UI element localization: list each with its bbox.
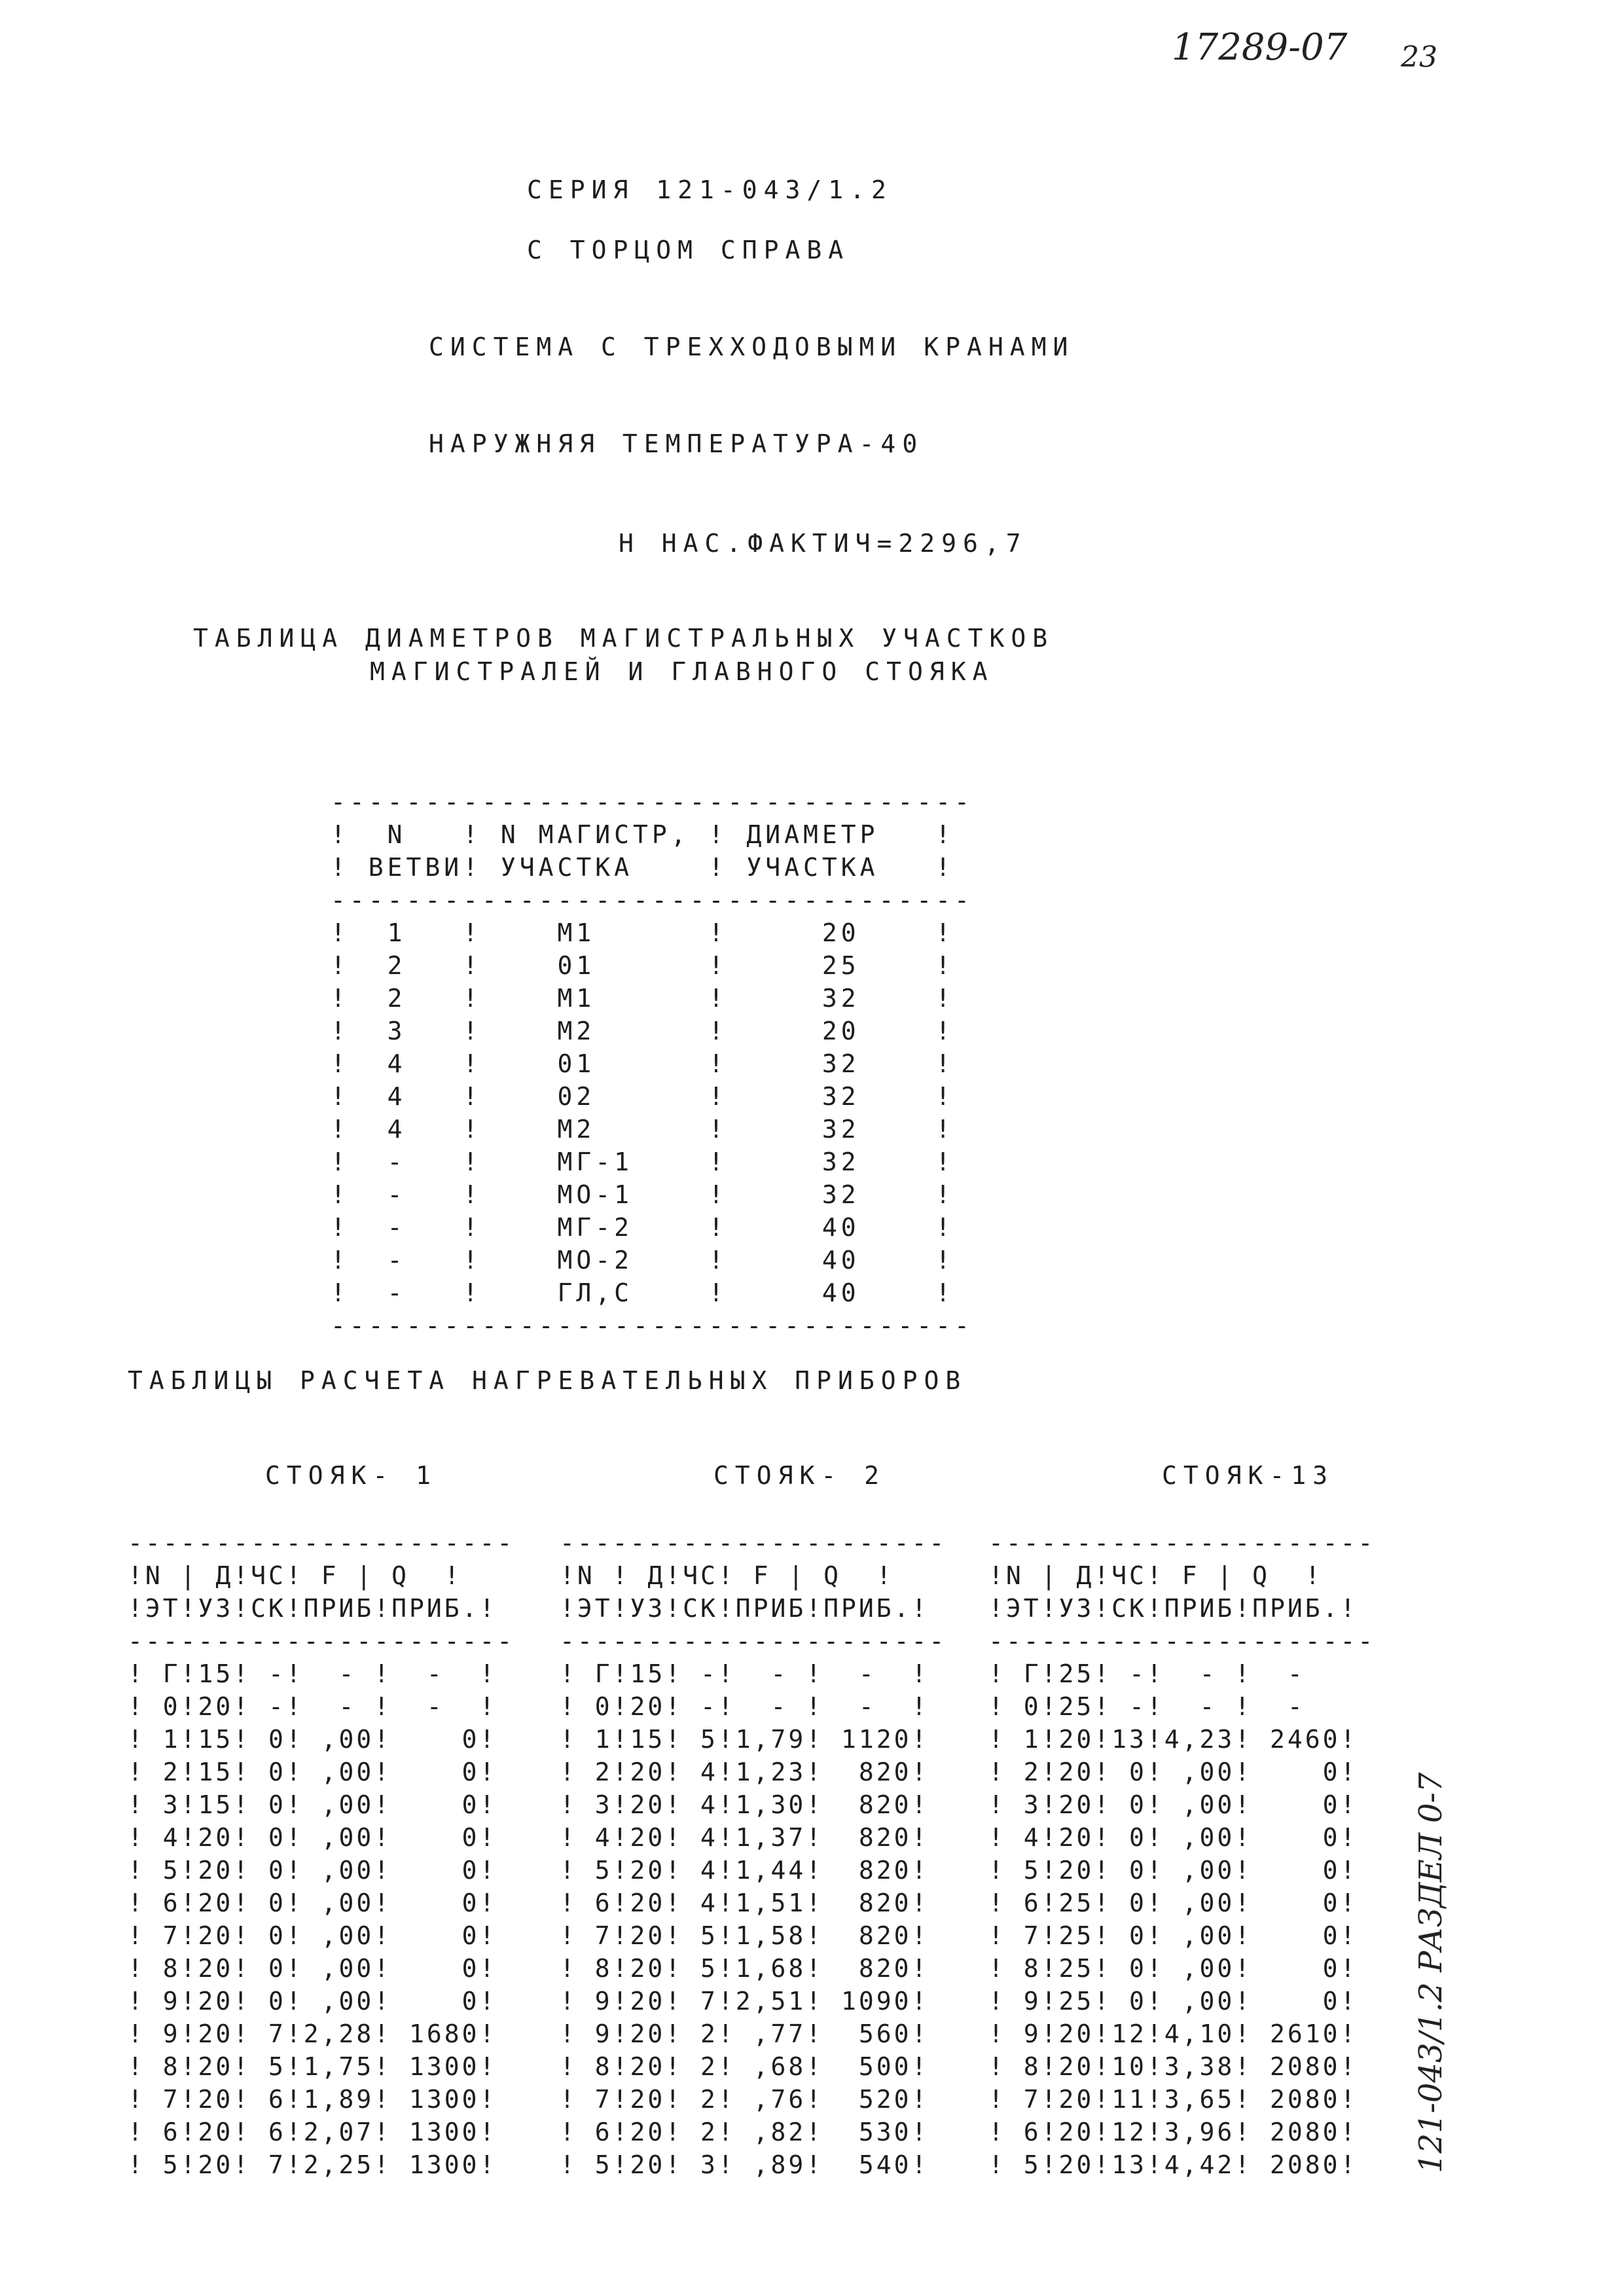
riser-row: ! 7!20! 5!1,58! 820! xyxy=(560,1921,929,1950)
riser-row: ! 2!20! 0! ,00! 0! xyxy=(988,1758,1358,1786)
riser-1-rule-mid: ---------------------- xyxy=(128,1627,515,1656)
table1-rule-top: ---------------------------------- xyxy=(331,787,973,816)
riser-row: ! 6!20! 0! ,00! 0! xyxy=(128,1889,497,1917)
riser-13-title: СТОЯК-13 xyxy=(1162,1461,1335,1490)
riser-row: ! 9!20! 0! ,00! 0! xyxy=(128,1987,497,2016)
riser-row: ! 7!20! 6!1,89! 1300! xyxy=(128,2085,497,2114)
riser-row: ! 5!20! 0! ,00! 0! xyxy=(988,1856,1358,1885)
riser-2-header-line2: !ЭТ!УЗ!СК!ПРИБ!ПРИБ.! xyxy=(560,1594,929,1623)
riser-row: ! 9!20!12!4,10! 2610! xyxy=(988,2019,1358,2048)
riser-1-rule-top: ---------------------- xyxy=(128,1529,515,1557)
handwritten-doc-number: 17289-07 xyxy=(1172,26,1348,69)
table1-row: ! - ! МГ-1 ! 32 ! xyxy=(331,1148,954,1176)
subtitle-line: С ТОРЦОМ СПРАВА xyxy=(527,236,850,264)
riser-row: ! 6!20! 6!2,07! 1300! xyxy=(128,2118,497,2146)
riser-row: ! 4!20! 0! ,00! 0! xyxy=(128,1823,497,1852)
riser-row: ! 3!20! 0! ,00! 0! xyxy=(988,1790,1358,1819)
riser-row: ! 2!15! 0! ,00! 0! xyxy=(128,1758,497,1786)
table1 xyxy=(331,753,973,1375)
riser-row: ! 5!20! 3! ,89! 540! xyxy=(560,2150,929,2179)
riser-row: ! 3!20! 4!1,30! 820! xyxy=(560,1790,929,1819)
riser-row: ! Г!25! -! - ! - xyxy=(988,1659,1305,1688)
riser-row: ! 7!20! 2! ,76! 520! xyxy=(560,2085,929,2114)
table1-header-line1: ! N ! N МАГИСТР, ! ДИАМЕТР ! xyxy=(331,820,954,849)
table1-row: ! 4 ! 01 ! 32 ! xyxy=(331,1049,954,1078)
table2-title: ТАБЛИЦЫ РАСЧЕТА НАГРЕВАТЕЛЬНЫХ ПРИБОРОВ xyxy=(128,1366,967,1395)
riser-row: ! 5!20! 0! ,00! 0! xyxy=(128,1856,497,1885)
riser-row: ! 8!20! 5!1,68! 820! xyxy=(560,1954,929,1983)
riser-row: ! 0!20! -! - ! - ! xyxy=(128,1692,497,1721)
table1-title-line1: ТАБЛИЦА ДИАМЕТРОВ МАГИСТРАЛЬНЫХ УЧАСТКОВ xyxy=(193,624,1055,653)
riser-2-header-line1: !N ! Д!ЧС! F | Q ! xyxy=(560,1561,894,1590)
riser-row: ! 7!20!11!3,65! 2080! xyxy=(988,2085,1358,2114)
riser-row: ! 1!20!13!4,23! 2460! xyxy=(988,1725,1358,1754)
table1-rule-mid: ---------------------------------- xyxy=(331,886,973,914)
table1-row: ! - ! ГЛ,С ! 40 ! xyxy=(331,1278,954,1307)
riser-row: ! 6!20! 4!1,51! 820! xyxy=(560,1889,929,1917)
side-stamp xyxy=(1373,1466,1449,2173)
riser-2-rule-mid: ---------------------- xyxy=(560,1627,947,1656)
table1-row: ! - ! МГ-2 ! 40 ! xyxy=(331,1213,954,1242)
table1-row: ! 4 ! М2 ! 32 ! xyxy=(331,1115,954,1144)
riser-13-header-line1: !N | Д!ЧС! F | Q ! xyxy=(988,1561,1323,1590)
riser-1-table xyxy=(128,1494,514,2214)
temperature-line: НАРУЖНЯЯ ТЕМПЕРАТУРА-40 xyxy=(429,429,924,458)
riser-2-table xyxy=(560,1494,947,2214)
riser-row: ! 9!20! 2! ,77! 560! xyxy=(560,2019,929,2048)
riser-row: ! 0!25! -! - ! - xyxy=(988,1692,1305,1721)
riser-row: ! 4!20! 4!1,37! 820! xyxy=(560,1823,929,1852)
riser-row: ! 5!20! 7!2,25! 1300! xyxy=(128,2150,497,2179)
riser-row: ! Г!15! -! - ! - ! xyxy=(128,1659,497,1688)
riser-row: ! 8!20! 0! ,00! 0! xyxy=(128,1954,497,1983)
table1-row: ! 2 ! М1 ! 32 ! xyxy=(331,984,954,1013)
riser-1-header-line2: !ЭТ!УЗ!СК!ПРИБ!ПРИБ.! xyxy=(128,1594,497,1623)
riser-row: ! 6!25! 0! ,00! 0! xyxy=(988,1889,1358,1917)
riser-2-title: СТОЯК- 2 xyxy=(713,1461,886,1490)
riser-row: ! 0!20! -! - ! - ! xyxy=(560,1692,929,1721)
riser-1-rows xyxy=(128,1657,514,2181)
table1-rows xyxy=(331,916,973,1309)
riser-row: ! 8!25! 0! ,00! 0! xyxy=(988,1954,1358,1983)
riser-row: ! 5!20! 4!1,44! 820! xyxy=(560,1856,929,1885)
table1-row: ! 3 ! М2 ! 20 ! xyxy=(331,1017,954,1045)
riser-1-title: СТОЯК- 1 xyxy=(265,1461,438,1490)
riser-2-rule-top: ---------------------- xyxy=(560,1529,947,1557)
riser-row: ! Г!15! -! - ! - ! xyxy=(560,1659,929,1688)
riser-row: ! 3!15! 0! ,00! 0! xyxy=(128,1790,497,1819)
riser-13-table xyxy=(988,1494,1375,2214)
riser-row: ! 8!20!10!3,38! 2080! xyxy=(988,2052,1358,2081)
riser-row: ! 7!20! 0! ,00! 0! xyxy=(128,1921,497,1950)
table1-header-line2: ! ВЕТВИ! УЧАСТКА ! УЧАСТКА ! xyxy=(331,853,954,882)
pressure-line: Н НАС.ФАКТИЧ=2296,7 xyxy=(619,529,1028,558)
table1-rule-bottom: ---------------------------------- xyxy=(331,1311,973,1340)
riser-13-rule-top: ---------------------- xyxy=(988,1529,1376,1557)
riser-row: ! 8!20! 2! ,68! 500! xyxy=(560,2052,929,2081)
riser-row: ! 9!20! 7!2,28! 1680! xyxy=(128,2019,497,2048)
series-line: СЕРИЯ 121-043/1.2 xyxy=(527,175,893,204)
table1-row: ! - ! МО-1 ! 32 ! xyxy=(331,1180,954,1209)
riser-2-rows xyxy=(560,1657,947,2181)
riser-row: ! 1!15! 0! ,00! 0! xyxy=(128,1725,497,1754)
riser-row: ! 6!20! 2! ,82! 530! xyxy=(560,2118,929,2146)
system-line: СИСТЕМА С ТРЕХХОДОВЫМИ КРАНАМИ xyxy=(429,333,1075,361)
riser-row: ! 6!20!12!3,96! 2080! xyxy=(988,2118,1358,2146)
riser-row: ! 9!20! 7!2,51! 1090! xyxy=(560,1987,929,2016)
riser-row: ! 5!20!13!4,42! 2080! xyxy=(988,2150,1358,2179)
riser-row: ! 7!25! 0! ,00! 0! xyxy=(988,1921,1358,1950)
table1-row: ! 2 ! 01 ! 25 ! xyxy=(331,951,954,980)
riser-13-header-line2: !ЭТ!УЗ!СК!ПРИБ!ПРИБ.! xyxy=(988,1594,1358,1623)
riser-row: ! 9!25! 0! ,00! 0! xyxy=(988,1987,1358,2016)
riser-13-rows xyxy=(988,1657,1375,2181)
page-number: 23 xyxy=(1401,41,1437,74)
riser-13-rule-mid: ---------------------- xyxy=(988,1627,1376,1656)
riser-row: ! 1!15! 5!1,79! 1120! xyxy=(560,1725,929,1754)
table1-title-line2: МАГИСТРАЛЕЙ И ГЛАВНОГО СТОЯКА xyxy=(370,657,994,686)
table1-row: ! - ! МО-2 ! 40 ! xyxy=(331,1246,954,1275)
side-stamp-text: 121-043/1.2 РАЗДЕЛ 0-7 xyxy=(1413,1772,1449,2173)
table1-row: ! 4 ! 02 ! 32 ! xyxy=(331,1082,954,1111)
riser-row: ! 4!20! 0! ,00! 0! xyxy=(988,1823,1358,1852)
table1-row: ! 1 ! М1 ! 20 ! xyxy=(331,918,954,947)
riser-1-header-line1: !N | Д!ЧС! F | Q ! xyxy=(128,1561,462,1590)
riser-row: ! 8!20! 5!1,75! 1300! xyxy=(128,2052,497,2081)
riser-row: ! 2!20! 4!1,23! 820! xyxy=(560,1758,929,1786)
